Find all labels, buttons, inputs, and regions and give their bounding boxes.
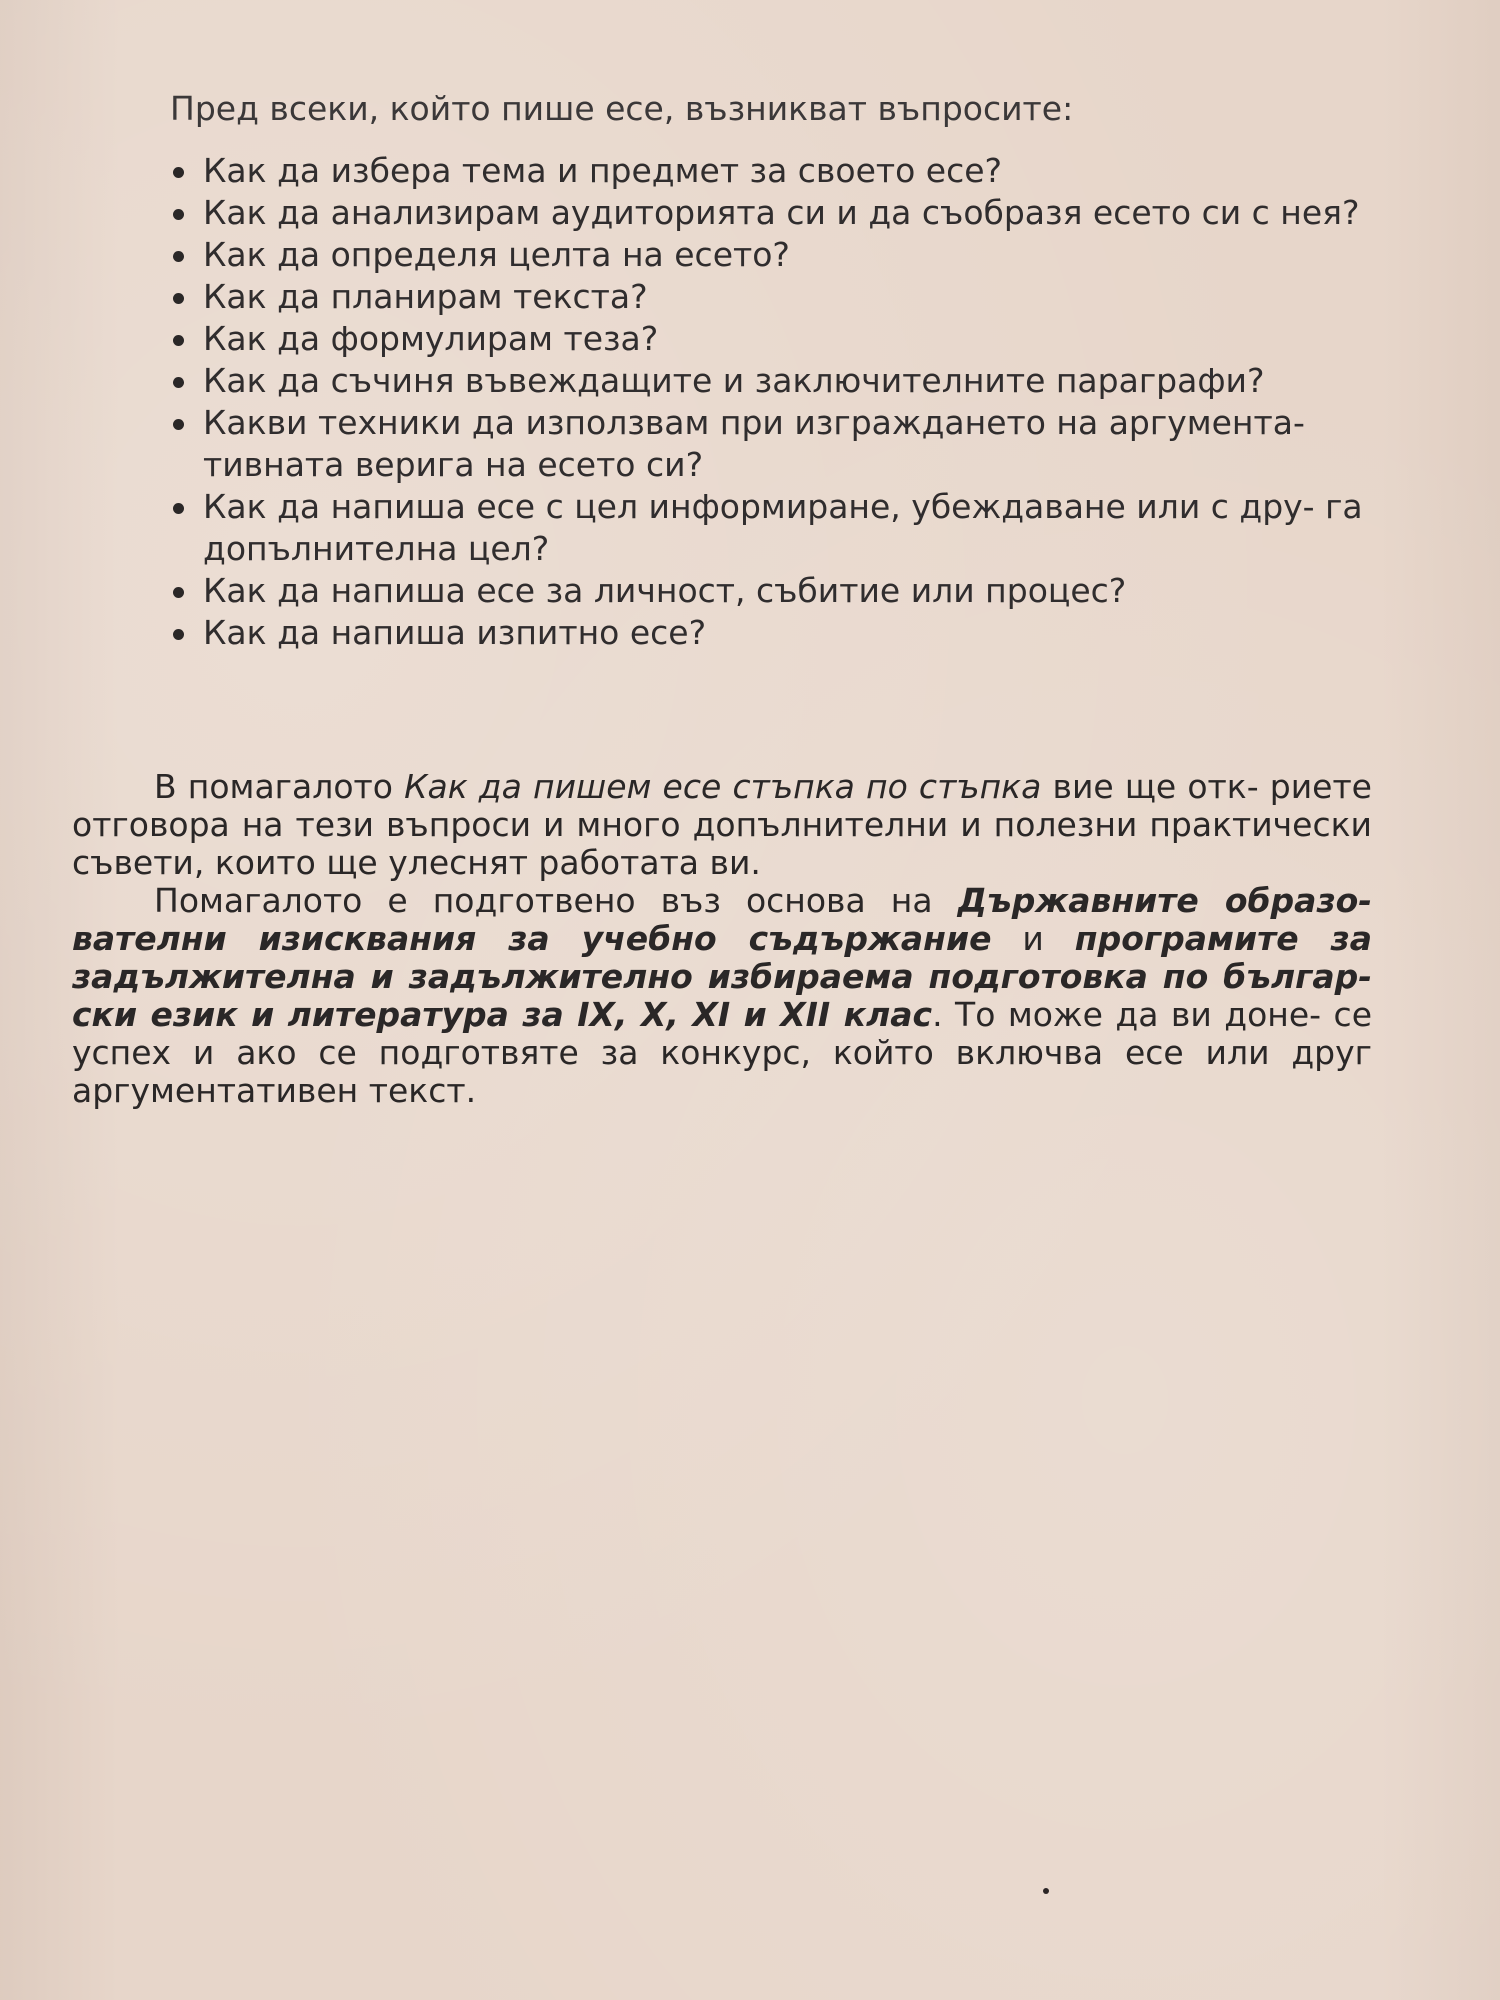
list-item: Как да напиша есе за личност, събитие или процес? (165, 570, 1390, 612)
programs-reference: програмите за задължителна и задължително избираема подготовка по българ- ски език и литература за IX, X, XI и XII клас (72, 919, 1372, 1034)
intro-line: Пред всеки, който пише есе, възникват въпросите: (170, 89, 1074, 128)
standards-reference: Държавните образо- вателни изисквания за учебно съдържание (72, 881, 1372, 958)
list-item: Как да съчиня въвеждащите и заключителните параграфи? (165, 360, 1390, 402)
list-item: Как да напиша есе с цел информиране, убеждаване или с дру- га допълнителна цел? (165, 486, 1390, 570)
paragraph-1-start: В помагалото (154, 767, 405, 806)
body-text (72, 768, 1372, 1110)
paragraph-1 (72, 768, 1372, 882)
list-item: Как да определя целта на есето? (165, 234, 1390, 276)
paragraph-1-end: вие ще отк- риете отговора на тези въпроси и много допълнителни и полезни практически съвети, които ще улеснят работата ви. (72, 767, 1372, 882)
list-item: Как да формулирам теза? (165, 318, 1390, 360)
paragraph-2-start: Помагалото е подготвено въз основа на (154, 881, 958, 920)
paragraph-2-conjunction: и (991, 919, 1075, 958)
paragraph-2 (72, 882, 1372, 1110)
list-item: Как да избера тема и предмет за своето есе? (165, 150, 1390, 192)
questions-list (165, 150, 1390, 654)
list-item: Как да планирам текста? (165, 276, 1390, 318)
paper-speck (1043, 1888, 1049, 1894)
list-item: Какви техники да използвам при изграждането на аргумента- тивната верига на есето си? (165, 402, 1390, 486)
paragraph-2-end: . То може да ви доне- се успех и ако се подготвяте за конкурс, който включва есе или друг аргументативен текст. (72, 995, 1372, 1110)
list-item: Как да напиша изпитно есе? (165, 612, 1390, 654)
list-item: Как да анализирам аудиторията си и да съобразя есето си с нея? (165, 192, 1390, 234)
book-title: Как да пишем есе стъпка по стъпка (404, 767, 1042, 806)
